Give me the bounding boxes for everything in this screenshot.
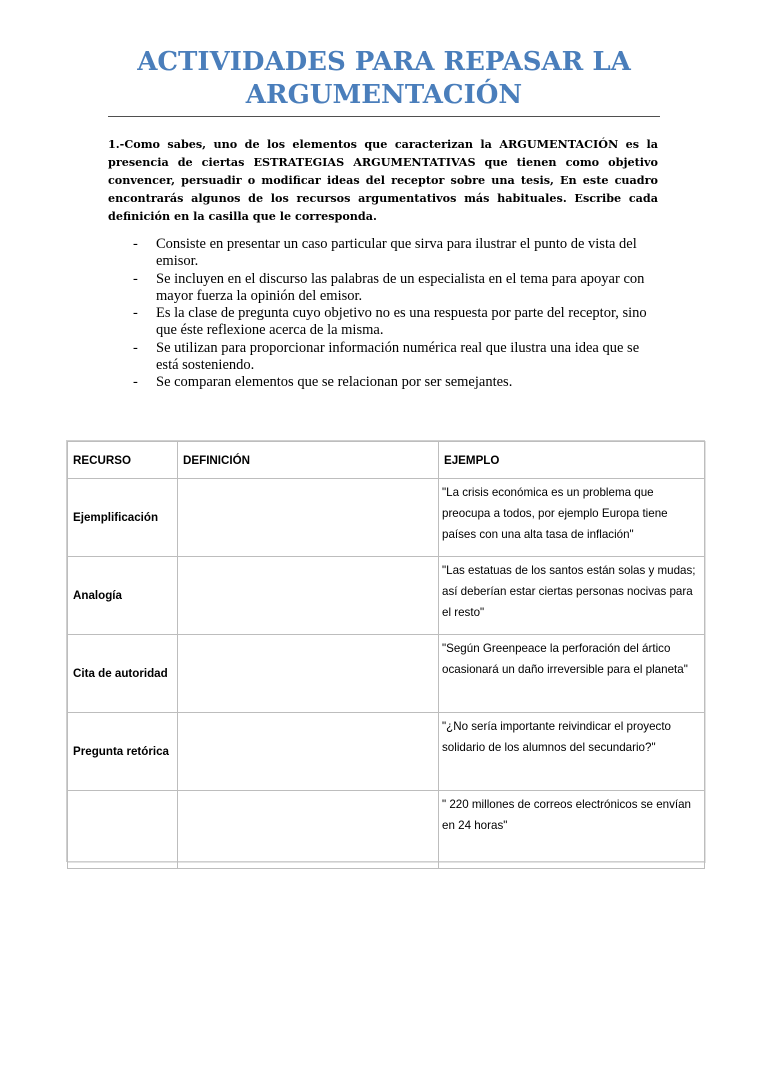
definition-text: Se incluyen en el discurso las palabras de un especialista en el tema para apoyar con mayor fuerza la opinión del emisor.	[156, 270, 645, 304]
table-row	[68, 713, 705, 791]
title-line-1: ACTIVIDADES PARA REPASAR LA	[137, 47, 631, 77]
definition-item	[133, 374, 659, 391]
bullet-dash: -	[133, 236, 138, 252]
definitions-list	[133, 236, 659, 392]
definition-answer-cell[interactable]	[178, 791, 439, 869]
header-recurso: RECURSO	[68, 442, 178, 479]
instructions-paragraph: 1.-Como sabes, uno de los elementos que caracterizan la ARGUMENTACIÓN es la presencia de ciertas ESTRATEGIAS ARGUMENTATIVAS que tienen como objetivo convencer, persuadir o modificar ideas del receptor sobre una tesis, En este cuadro encontrarás algunos de los recursos argumentativos más habituales. Escribe cada definición en la casilla que le corresponda.	[108, 137, 658, 223]
definition-item	[133, 271, 659, 306]
definition-item	[133, 340, 659, 375]
title-underline	[108, 116, 660, 117]
table-row	[68, 479, 705, 557]
resources-table	[67, 441, 705, 869]
definition-answer-cell[interactable]	[178, 479, 439, 557]
definition-answer-cell[interactable]	[178, 557, 439, 635]
bullet-dash: -	[133, 270, 138, 287]
recurso-cell: Ejemplificación	[68, 479, 178, 557]
definition-text: Se utilizan para proporcionar información numérica real que ilustra una idea que se está sosteniendo.	[156, 339, 640, 374]
ejemplo-cell: "Las estatuas de los santos están solas y mudas; así deberían estar ciertas personas nocivas para el resto"	[439, 557, 705, 635]
resources-table-container	[66, 440, 705, 862]
table-header-row	[68, 442, 705, 479]
definition-answer-cell[interactable]	[178, 635, 439, 713]
definition-text: Consiste en presentar un caso particular que sirva para ilustrar el punto de vista del emisor.	[156, 236, 637, 270]
ejemplo-cell: "La crisis económica es un problema que preocupa a todos, por ejemplo Europa tiene países con una alta tasa de inflación"	[439, 479, 705, 557]
recurso-cell: Cita de autoridad	[68, 635, 178, 713]
bullet-dash: -	[133, 339, 138, 356]
definition-item	[133, 236, 659, 271]
definition-item	[133, 305, 659, 340]
bullet-dash: -	[133, 374, 138, 391]
title-line-2: ARGUMENTACIÓN	[245, 80, 523, 110]
header-ejemplo: EJEMPLO	[439, 442, 705, 479]
page-title	[108, 46, 660, 112]
ejemplo-cell: "¿No sería importante reivindicar el proyecto solidario de los alumnos del secundario?"	[439, 713, 705, 791]
recurso-cell: Pregunta retórica	[68, 713, 178, 791]
recurso-cell[interactable]	[68, 791, 178, 869]
bullet-dash: -	[133, 305, 138, 322]
table-row	[68, 635, 705, 713]
ejemplo-cell: "Según Greenpeace la perforación del ártico ocasionará un daño irreversible para el planeta"	[439, 635, 705, 713]
definition-text: Es la clase de pregunta cuyo objetivo no es una respuesta por parte del receptor, sino que éste reflexione acerca de la misma.	[156, 305, 647, 339]
definition-answer-cell[interactable]	[178, 713, 439, 791]
ejemplo-cell: " 220 millones de correos electrónicos se envían en 24 horas"	[439, 791, 705, 869]
header-definicion: DEFINICIÓN	[178, 442, 439, 479]
recurso-cell: Analogía	[68, 557, 178, 635]
table-row	[68, 791, 705, 869]
definition-text: Se comparan elementos que se relacionan por ser semejantes.	[156, 374, 513, 391]
table-row	[68, 557, 705, 635]
